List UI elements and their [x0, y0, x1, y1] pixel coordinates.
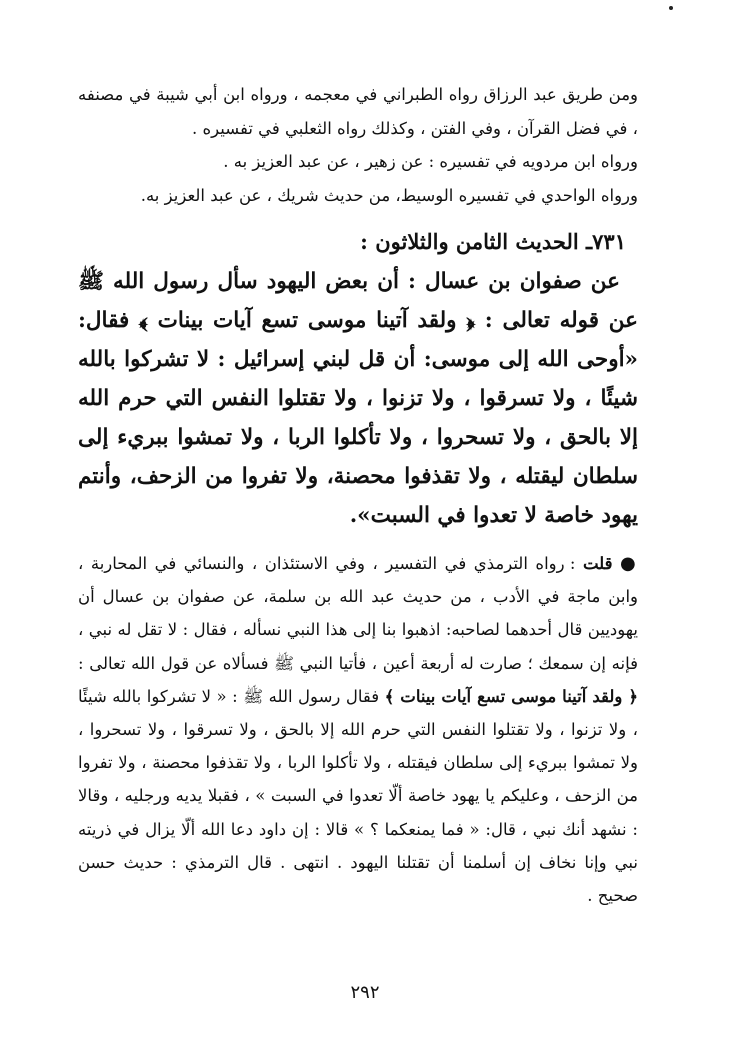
hadith-text — [78, 262, 638, 535]
intro-paragraph-1: ومن طريق عبد الرزاق رواه الطبراني في معجمه ، ورواه ابن أبي شيبة في مصنفه ، في فضل القرآن ، وفي الفتن ، وكذلك رواه الثعلبي في تفسيره . — [78, 85, 638, 138]
qult-label: قلت — [582, 554, 613, 573]
commentary — [78, 547, 638, 912]
commentary-part-1: : رواه الترمذي في التفسير ، وفي الاستئذان ، والنسائي في المحاربة ، وابن ماجة في الأدب ، من حديث عبد الله بن سلمة، عن صفوان بن عسال أن يهوديين قال أحدهما لصاحبه: اذهبوا بنا إلى هذا النبي نسأله ، فقال : لا تقل له نبي ، فإنه إن سمعك ؛ صارت له أربعة أعين ، فأتيا النبي ﷺ فسألاه عن قول الله تعالى : — [78, 554, 638, 673]
intro-paragraph-2: ورواه ابن مردويه في تفسيره : عن زهير ، عن عبد العزيز به . — [223, 152, 638, 171]
quran-verse: ﴿ ولقد آتينا موسى تسع آيات بينات ﴾ — [384, 686, 638, 706]
hadith-body: عن صفوان بن عسال : أن بعض اليهود سأل رسول الله ﷺ عن قوله تعالى : ﴿ ولقد آتينا موسى تسع آيات بينات ﴾ فقال: «أوحى الله إلى موسى: أن قل لبني إسرائيل : لا تشركوا بالله شيئًا ، ولا تسرقوا ، ولا تزنوا ، ولا تقتلوا النفس التي حرم الله إلا بالحق ، ولا تسحروا ، ولا تأكلوا الربا ، ولا تمشوا ببريء إلى سلطان ليقتله ، ولا تقذفوا محصنة، ولا تفروا من الزحف، وأنتم يهود خاصة لا تعدوا في السبت». — [78, 269, 638, 528]
intro-paragraph-3: ورواه الواحدي في تفسيره الوسيط، من حديث شريك ، عن عبد العزيز به. — [140, 185, 638, 205]
ink-dot — [669, 6, 673, 10]
bullet-icon: ● — [620, 553, 639, 574]
page-number: ٢٩٢ — [350, 982, 380, 1003]
intro-paragraphs — [78, 78, 638, 212]
commentary-part-2: فقال رسول الله ﷺ : « لا تشركوا بالله شيئًا ، ولا تزنوا ، ولا تقتلوا النفس التي حرم الله إلا بالحق ، ولا تسرقوا ، ولا تسحروا ، ولا تمشوا ببريء إلى سلطان فيقتله ، ولا تأكلوا الربا ، ولا تقذفوا محصنة ، ولا تفروا من الزحف ، وعليكم يا يهود خاصة ألّا تعدوا في السبت » ، فقبلا يديه ورجليه ، وقالا : نشهد أنك نبي ، قال: « فما يمنعكما ؟ » قالا : إن داود دعا الله ألّا يزال في ذريته نبي وإنا نخاف إن أسلمنا أن تقتلنا اليهود . انتهى . — [78, 686, 638, 872]
tirmidhi-grading: قال الترمذي : حديث حسن صحيح . — [78, 852, 638, 906]
page-content — [78, 78, 638, 912]
hadith-heading: ٧٣١ـ الحديث الثامن والثلاثون : — [360, 229, 626, 254]
